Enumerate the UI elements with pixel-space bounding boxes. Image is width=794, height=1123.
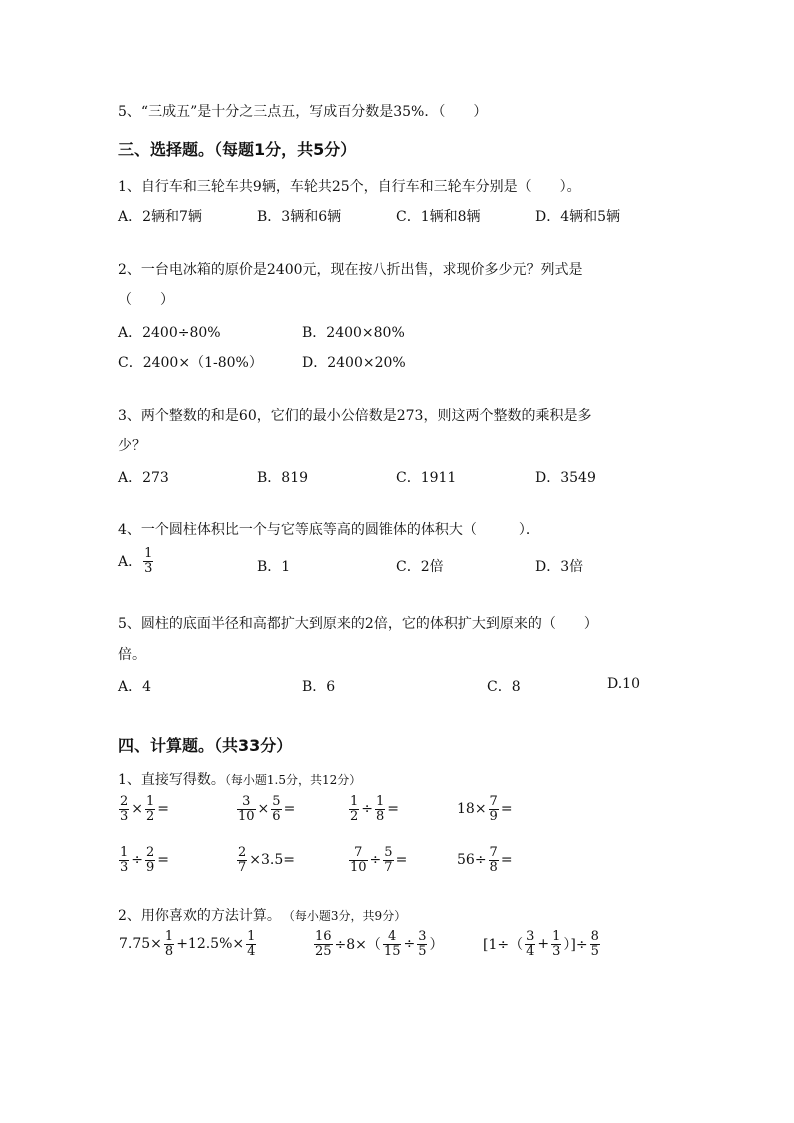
choice-q5-text: 5、圆柱的底面半径和高都扩大到原来的2倍，它的体积扩大到原来的（ ） [118, 616, 598, 632]
choice-q1-option-b: B．3辆和6辆 [257, 209, 342, 225]
calc-item-2: $\frac{3}{10}$ × $\frac{5}{6}$ = [238, 794, 296, 824]
choice-q3-option-a: A．273 [118, 470, 169, 486]
choice-q1-option-c: C．1辆和8辆 [396, 209, 481, 225]
choice-q5-option-c: C．8 [487, 679, 521, 695]
choice-q3-option-c: C．1911 [396, 470, 457, 486]
choice-q3-option-b: B．819 [257, 470, 309, 486]
choice-q3-option-d: D．3549 [535, 470, 596, 486]
choice-q3-text: 3、两个整数的和是60，它们的最小公倍数是273，则这两个整数的乘积是多 [118, 408, 592, 424]
calc-item-3: $\frac{1}{2}$ ÷ $\frac{1}{8}$ = [350, 794, 400, 824]
choice-q5-option-b: B．6 [302, 679, 336, 695]
calc-item-7: $\frac{7}{10}$ ÷ $\frac{5}{7}$ = [350, 845, 408, 875]
tf-question-5: 5、“三成五”是十分之三点五，写成百分数是35%．（ ） [118, 104, 488, 120]
choice-q2-text: 2、一台电冰箱的原价是2400元，现在按八折出售，求现价多少元？列式是 [118, 262, 583, 278]
choice-q4-option-b: B．1 [257, 559, 291, 575]
choice-q1-option-a: A．2辆和7辆 [118, 209, 202, 225]
choice-q5-text-cont: 倍。 [118, 647, 146, 663]
calc-part-1-heading: 1、直接写得数。（每小题1.5分，共12分） [118, 772, 362, 788]
choice-q3-text-cont: 少？ [118, 438, 146, 454]
choice-q4-text: 4、一个圆柱体积比一个与它等底等高的圆锥体的体积大（ ）． [118, 522, 540, 538]
choice-q4-option-d: D．3倍 [535, 559, 584, 575]
calc-item-1: $\frac{2}{3}$ × $\frac{1}{2}$ = [120, 794, 170, 824]
calc-item-5: $\frac{1}{3}$ ÷ $\frac{2}{9}$ = [120, 845, 170, 875]
section-4-title: 四、计算题。（共33分） [118, 736, 293, 755]
fraction: $\frac{1}{3}$ [144, 546, 153, 576]
calc-part-2-heading: 2、用你喜欢的方法计算。 （每小题3分，共9分） [118, 908, 407, 924]
choice-q1-text: 1、自行车和三轮车共9辆，车轮共25个，自行车和三轮车分别是（ ）。 [118, 179, 581, 195]
calc-expression-3: [1÷（ $\frac{3}{4}$ + $\frac{1}{3}$ ）]÷ $\frac{8}{5}$ [483, 929, 599, 959]
choice-q4-option-a: A． $\frac{1}{3}$ [118, 546, 153, 576]
calc-expression-1: 7.75× $\frac{1}{8}$ +12.5%× $\frac{1}{4}$ [119, 929, 256, 959]
calc-item-4: 18× $\frac{7}{9}$ = [457, 794, 513, 824]
choice-q2-option-a: A．2400÷80% [118, 325, 221, 341]
calc-item-6: $\frac{2}{7}$ ×3.5= [238, 845, 296, 875]
choice-q1-option-d: D．4辆和5辆 [535, 209, 621, 225]
calc-expression-2: $\frac{16}{25}$ ÷8×（ $\frac{4}{15}$ ÷ $\frac{3}{5}$ ） [315, 929, 444, 959]
choice-q2-option-b: B．2400×80% [302, 325, 405, 341]
choice-q5-option-a: A．4 [118, 679, 152, 695]
choice-q4-option-c: C．2倍 [396, 559, 444, 575]
calc-item-8: 56÷ $\frac{7}{8}$ = [457, 845, 513, 875]
choice-q5-option-d: D.10 [607, 676, 640, 692]
section-3-title: 三、选择题。（每题1分，共5分） [118, 140, 357, 159]
choice-q2-blank: （ ） [118, 292, 174, 308]
choice-q2-option-d: D．2400×20% [302, 355, 406, 371]
choice-q2-option-c: C．2400×（1-80%） [118, 355, 263, 371]
